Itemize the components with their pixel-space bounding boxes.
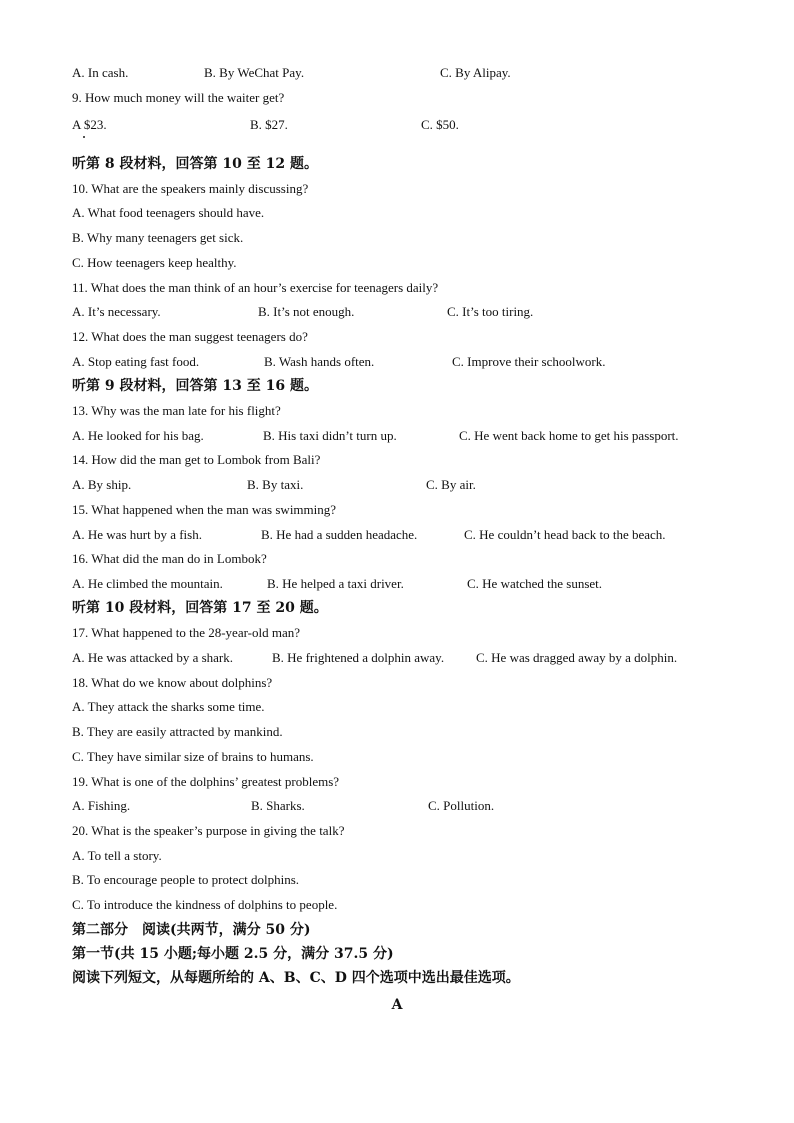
reading-instructions: 阅读下列短文，从每题所给的 A、B、C、D 四个选项中选出最佳选项。 [72, 970, 520, 986]
option-a: A. In cash. [72, 65, 129, 80]
option-a: A. He climbed the mountain. [72, 576, 223, 591]
option-c: C. He watched the sunset. [467, 576, 603, 591]
option-c: C. He went back home to get his passport. [459, 428, 679, 443]
option-a: A $23. [72, 117, 107, 132]
passage-label: A [391, 997, 403, 1013]
option-c: C. Improve their schoolwork. [452, 354, 606, 369]
question-12: 12. What does the man suggest teenagers do? [72, 329, 308, 344]
question-9: 9. How much money will the waiter get? [72, 90, 285, 105]
q20-option-b: B. To encourage people to protect dolphins. [72, 872, 300, 887]
option-c: C. He was dragged away by a dolphin. [476, 650, 678, 665]
option-c: C. By air. [426, 477, 476, 492]
q18-option-a: A. They attack the sharks some time. [72, 699, 265, 714]
part-2-section-1-heading: 第一节(共 15 小题;每小题 2.5 分，满分 37.5 分) [72, 946, 394, 962]
option-a: A. He looked for his bag. [72, 428, 204, 443]
option-b: B. By WeChat Pay. [204, 65, 305, 80]
q10-option-a: A. What food teenagers should have. [72, 205, 265, 220]
option-a: A. It’s necessary. [72, 304, 161, 319]
option-b: B. By taxi. [247, 477, 304, 492]
option-c: C. $50. [421, 117, 459, 132]
option-b: B. He frightened a dolphin away. [272, 650, 445, 665]
q20-option-a: A. To tell a story. [72, 848, 162, 863]
option-c: C. By Alipay. [440, 65, 511, 80]
q18-option-c: C. They have similar size of brains to humans. [72, 749, 314, 764]
question-14: 14. How did the man get to Lombok from Bali? [72, 452, 321, 467]
question-17: 17. What happened to the 28-year-old man? [72, 625, 301, 640]
part-2-heading: 第二部分 阅读(共两节，满分 50 分) [72, 922, 311, 938]
q10-option-c: C. How teenagers keep healthy. [72, 255, 237, 270]
question-20: 20. What is the speaker’s purpose in giving the talk? [72, 823, 345, 838]
question-19: 19. What is one of the dolphins’ greatest problems? [72, 774, 340, 789]
option-c: C. Pollution. [428, 798, 495, 813]
section-8-heading: 听第 8 段材料，回答第 10 至 12 题。 [72, 156, 318, 172]
option-b: B. His taxi didn’t turn up. [263, 428, 397, 443]
question-15: 15. What happened when the man was swimming? [72, 502, 337, 517]
option-b: B. He had a sudden headache. [261, 527, 418, 542]
q10-option-b: B. Why many teenagers get sick. [72, 230, 244, 245]
question-11: 11. What does the man think of an hour’s exercise for teenagers daily? [72, 280, 439, 295]
option-c: C. He couldn’t head back to the beach. [464, 527, 666, 542]
option-a: A. He was attacked by a shark. [72, 650, 233, 665]
q18-option-b: B. They are easily attracted by mankind. [72, 724, 283, 739]
option-a: A. Fishing. [72, 798, 131, 813]
option-a: A. He was hurt by a fish. [72, 527, 202, 542]
q20-option-c: C. To introduce the kindness of dolphins to people. [72, 897, 338, 912]
question-13: 13. Why was the man late for his flight? [72, 403, 281, 418]
section-10-heading: 听第 10 段材料，回答第 17 至 20 题。 [72, 600, 328, 616]
option-b: B. It’s not enough. [258, 304, 355, 319]
option-a: A. By ship. [72, 477, 132, 492]
question-16: 16. What did the man do in Lombok? [72, 551, 267, 566]
option-a: A. Stop eating fast food. [72, 354, 200, 369]
question-10: 10. What are the speakers mainly discussing? [72, 181, 309, 196]
option-b: B. He helped a taxi driver. [267, 576, 404, 591]
option-b: B. Sharks. [251, 798, 305, 813]
option-b: B. Wash hands often. [264, 354, 375, 369]
question-18: 18. What do we know about dolphins? [72, 675, 273, 690]
option-b: B. $27. [250, 117, 288, 132]
stray-dot [83, 136, 85, 138]
section-9-heading: 听第 9 段材料，回答第 13 至 16 题。 [72, 378, 318, 394]
option-c: C. It’s too tiring. [447, 304, 534, 319]
